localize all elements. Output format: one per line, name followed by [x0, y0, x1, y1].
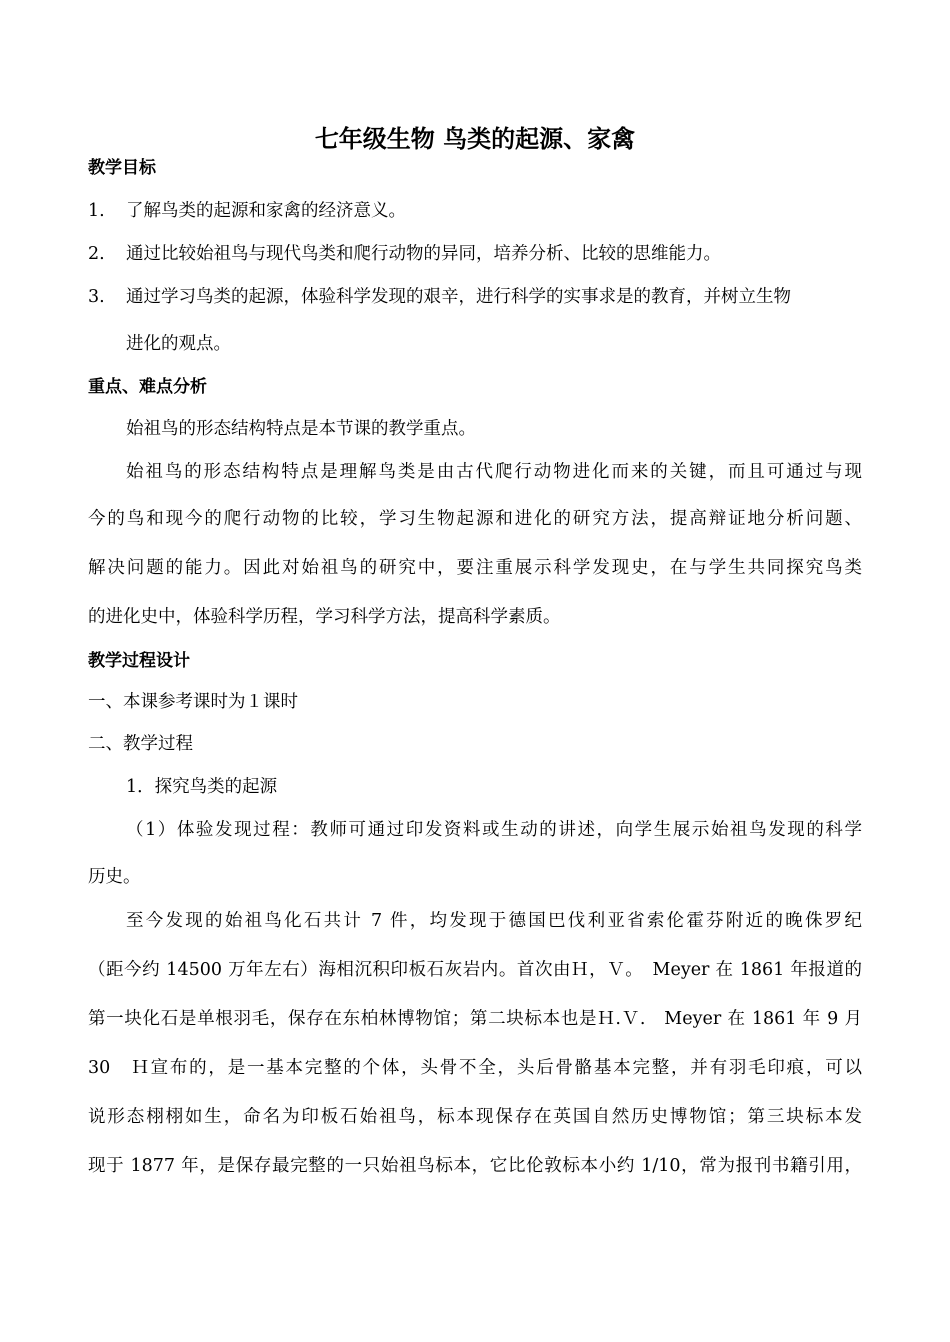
- process-sub1-1-line-1: （1）体验发现过程：教师可通过印发资料或生动的讲述，向学生展示始祖鸟发现的科学: [126, 820, 862, 840]
- fossil-paragraph-line-1: 至今发现的始祖鸟化石共计 7 件，均发现于德国巴伐利亚省索伦霍芬附近的晚侏罗纪: [126, 911, 862, 931]
- fossil-paragraph-line-3: 第一块化石是单根羽毛，保存在东柏林博物馆；第二块标本也是Ｈ.Ｖ. Meyer 在 1861 年 9 月: [88, 1009, 862, 1029]
- keypoints-paragraph-2-line-4: 的进化史中，体验科学历程，学习科学方法，提高科学素质。: [88, 607, 561, 627]
- fossil-paragraph-line-5: 说形态栩栩如生，命名为印板石始祖鸟，标本现保存在英国自然历史博物馆；第三块标本发: [88, 1107, 862, 1127]
- document-title: 七年级生物 鸟类的起源、家禽: [314, 125, 636, 153]
- keypoints-paragraph-2-line-3: 解决问题的能力。因此对始祖鸟的研究中，要注重展示科学发现史，在与学生共同探究鸟类: [88, 558, 862, 578]
- section-heading-goals: 教学目标: [88, 158, 156, 178]
- goal-text: 通过学习鸟类的起源，体验科学发现的艰辛，进行科学的实事求是的教育，并树立生物: [126, 287, 791, 307]
- process-line-2: 二、教学过程: [88, 734, 193, 754]
- goal-text: 通过比较始祖鸟与现代鸟类和爬行动物的异同，培养分析、比较的思维能力。: [126, 244, 721, 264]
- goal-item-1: [88, 198, 406, 224]
- goal-number: 1.: [88, 201, 105, 221]
- process-line-1: 一、本课参考课时为１课时: [88, 692, 298, 712]
- goal-item-3-continuation: 进化的观点。: [126, 334, 231, 354]
- goal-item-2: [88, 241, 721, 267]
- fossil-paragraph-line-6: 现于 1877 年，是保存最完整的一只始祖鸟标本，它比伦敦标本小约 1/10，常为报刊书籍引用，: [88, 1156, 862, 1176]
- fossil-paragraph-line-4: 30 Ｈ宣布的，是一基本完整的个体，头骨不全，头后骨骼基本完整，并有羽毛印痕，可以: [88, 1058, 862, 1078]
- section-heading-keypoints: 重点、难点分析: [88, 377, 207, 397]
- goal-number: 2.: [88, 244, 105, 264]
- goal-item-3: [88, 284, 791, 310]
- fossil-paragraph-line-2: （距今约 14500 万年左右）海相沉积印板石灰岩内。首次由Ｈ，Ｖ。 Meyer 在 1861 年报道的: [88, 960, 862, 980]
- section-heading-process: 教学过程设计: [88, 651, 190, 671]
- goal-number: 3.: [88, 287, 105, 307]
- keypoints-paragraph-2-line-1: 始祖鸟的形态结构特点是理解鸟类是由古代爬行动物进化而来的关键，而且可通过与现: [126, 462, 862, 482]
- keypoints-paragraph-1: 始祖鸟的形态结构特点是本节课的教学重点。: [126, 419, 476, 439]
- goal-text: 了解鸟类的起源和家禽的经济意义。: [126, 201, 406, 221]
- process-sub1-1-line-2: 历史。: [88, 867, 141, 887]
- keypoints-paragraph-2-line-2: 今的鸟和现今的爬行动物的比较，学习生物起源和进化的研究方法，提高辩证地分析问题、: [88, 509, 862, 529]
- process-subheading-1: 1．探究鸟类的起源: [126, 777, 278, 797]
